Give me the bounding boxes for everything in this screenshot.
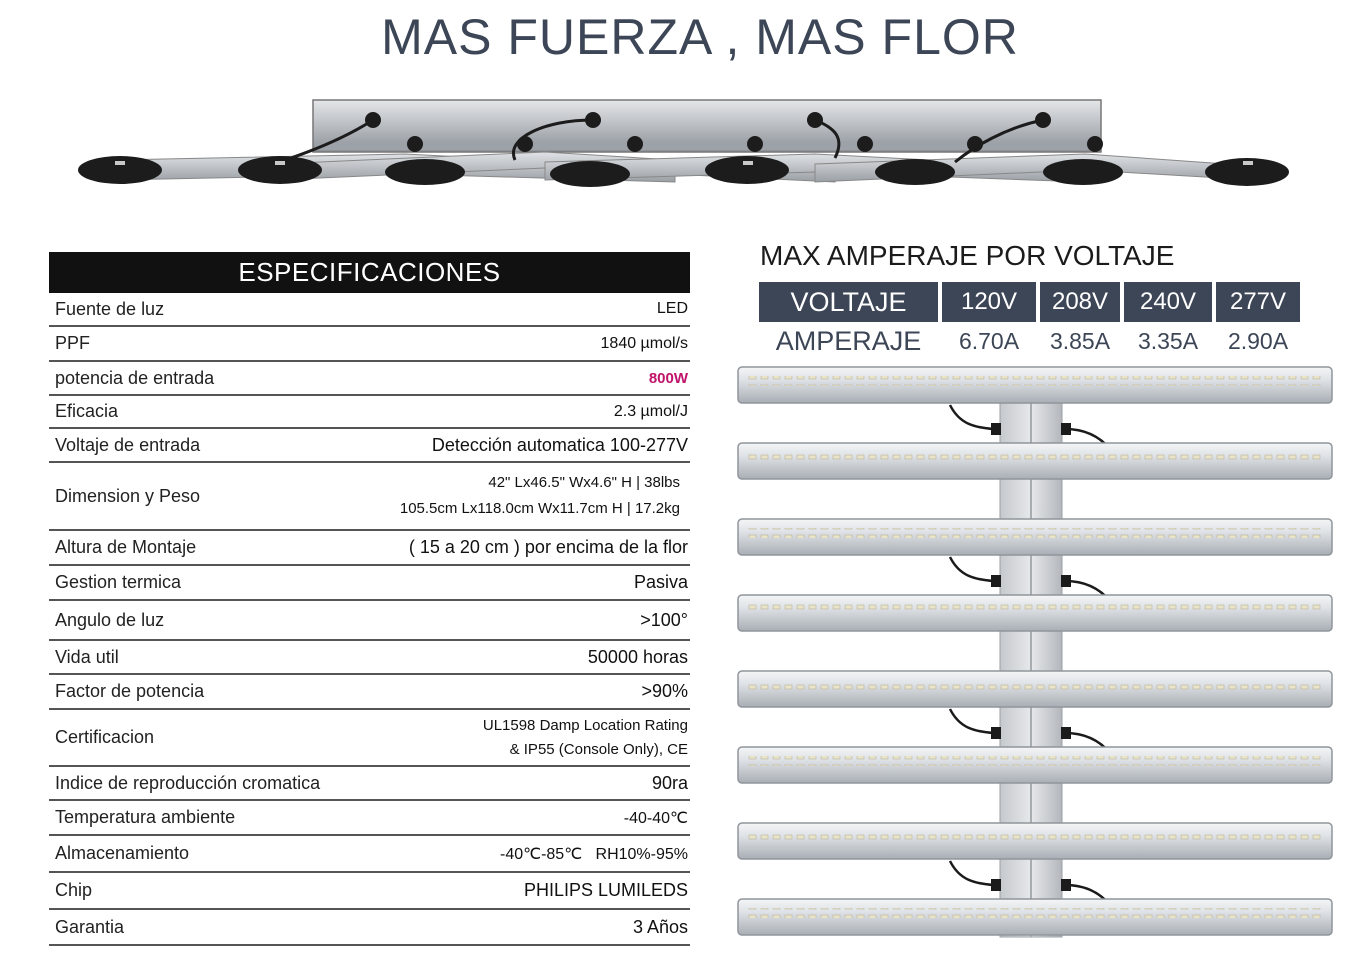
light-bar [738, 899, 1332, 935]
voltage-cell: 208V [1040, 282, 1120, 322]
spec-value-line: 42" Lx46.5" Wx4.6" H | 38lbs [488, 474, 680, 491]
spec-row-warranty [49, 910, 690, 946]
amperage-cell: 3.85A [1049, 328, 1111, 354]
power-cable [950, 405, 993, 429]
spec-value-highlight: 800W [648, 369, 688, 387]
power-cable [950, 861, 993, 885]
spec-row-lifespan [49, 641, 690, 675]
spec-row-beam-angle [49, 601, 690, 641]
voltage-label: VOLTAJE [759, 282, 938, 322]
spec-label: potencia de entrada [55, 367, 215, 388]
amperage-table [759, 282, 1304, 360]
spec-row-storage [49, 836, 690, 873]
amperage-voltage-row [759, 282, 1304, 322]
spec-row-input-voltage [49, 429, 690, 463]
spec-value: Detección automatica 100-277V [431, 434, 688, 455]
spec-row-certification [49, 710, 690, 767]
cable-connector [1061, 727, 1071, 739]
spec-value: LED [656, 300, 688, 317]
amperage-label: AMPERAJE [775, 326, 922, 356]
page-headline: MAS FUERZA , MAS FLOR [381, 9, 1019, 65]
spec-label: Gestion termica [55, 572, 182, 592]
cable-connector [991, 879, 1001, 891]
spec-row-input-power [49, 362, 690, 396]
voltage-cell: 240V [1124, 282, 1212, 322]
spec-label: Chip [55, 880, 93, 900]
spec-row-light-source [49, 293, 690, 327]
spec-value: ( 15 a 20 cm ) por encima de la flor [408, 537, 688, 557]
amperage-cell: 6.70A [958, 328, 1020, 354]
spec-value: 2.3 µmol/J [613, 402, 688, 420]
spec-label: Indice de reproducción cromatica [55, 772, 321, 793]
spec-row-power-factor [49, 675, 690, 710]
amperage-value-row [759, 322, 1304, 360]
cable-connector [991, 575, 1001, 587]
power-cable [950, 709, 993, 733]
spec-row-chip [49, 873, 690, 910]
cable-connector [991, 423, 1001, 435]
spec-value: >100° [640, 609, 688, 630]
amperage-title: MAX AMPERAJE POR VOLTAJE [760, 240, 1175, 271]
specifications-title: ESPECIFICACIONES [49, 252, 690, 293]
spec-value-line: 105.5cm Lx118.0cm Wx11.7cm H | 17.2kg [399, 500, 680, 517]
spec-value: 50000 horas [587, 646, 688, 667]
light-bar [738, 367, 1332, 403]
spec-label: Altura de Montaje [55, 537, 197, 557]
product-strip-image [75, 98, 1295, 194]
spec-label: Garantia [55, 916, 125, 937]
spec-value: 3 Años [632, 916, 688, 937]
spec-value: PHILIPS LUMILEDS [523, 880, 688, 900]
spec-label: Angulo de luz [55, 609, 165, 630]
spec-label: Eficacia [55, 401, 119, 421]
light-bar [738, 443, 1332, 479]
light-bar [738, 671, 1332, 707]
cable-connector [991, 727, 1001, 739]
cable-connector [1061, 575, 1071, 587]
light-bar [738, 747, 1332, 783]
spec-value: -40-40℃ [623, 809, 688, 827]
spec-label: PPF [55, 333, 91, 353]
cable-connector [1061, 879, 1071, 891]
fixture-image [735, 362, 1335, 942]
spec-label: Fuente de luz [55, 298, 165, 319]
power-cable [950, 557, 993, 581]
cable-connector [1061, 423, 1071, 435]
spec-value: 90ra [651, 772, 688, 793]
spec-value: >90% [641, 681, 688, 701]
spec-label: Certificacion [55, 727, 155, 747]
light-bar [738, 823, 1332, 859]
spec-row-ambient-temperature [49, 801, 690, 836]
spec-row-cri [49, 767, 690, 801]
spec-value-line: & IP55 (Console Only), CE [509, 740, 688, 758]
spec-value: -40℃-85℃ RH10%-95% [499, 845, 688, 863]
light-bar [738, 595, 1332, 631]
spec-label: Temperatura ambiente [55, 807, 236, 827]
specifications-table [49, 252, 690, 946]
spec-row-dimension-weight [49, 463, 690, 531]
spec-row-efficacy [49, 396, 690, 429]
spec-label: Almacenamiento [55, 843, 190, 863]
voltage-cell: 120V [942, 282, 1036, 322]
spec-label: Voltaje de entrada [55, 434, 201, 455]
spec-value [483, 714, 688, 762]
spec-row-thermal [49, 566, 690, 601]
spec-value [400, 470, 688, 522]
spec-value-line: UL1598 Damp Location Rating [482, 716, 688, 734]
voltage-cell: 277V [1216, 282, 1300, 322]
spec-label: Dimension y Peso [55, 485, 201, 506]
light-bar [738, 519, 1332, 555]
amperage-cell: 3.35A [1137, 328, 1199, 354]
spec-value: Pasiva [633, 572, 688, 592]
spec-row-mounting-height [49, 531, 690, 566]
spec-row-ppf [49, 327, 690, 362]
spec-label: Vida util [55, 646, 119, 667]
amperage-cell: 2.90A [1227, 328, 1289, 354]
spec-label: Factor de potencia [55, 681, 205, 701]
spec-value: 1840 µmol/s [600, 334, 688, 352]
